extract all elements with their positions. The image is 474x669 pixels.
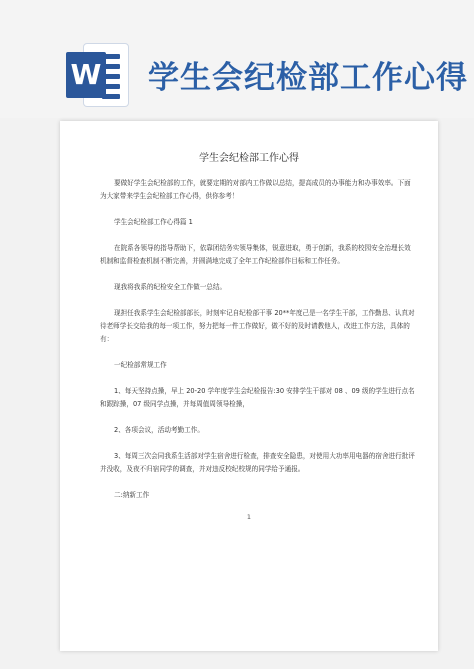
banner [0, 0, 474, 118]
word-document-icon [66, 44, 132, 106]
list-item: 2、各项会议，活动考勤工作。 [114, 426, 204, 434]
banner-title: 学生会纪检部工作心得 [148, 60, 468, 96]
list-item: 3、每周三次会同我系生活部对学生宿舍进行检查，排查安全隐患，对使用大功率用电器的宿舍进行批评并没收，及夜不归宿同学的调查，并对违反校纪校规的同学给予通报。 [100, 452, 415, 473]
subheading: 二:纳新工作 [114, 491, 150, 499]
document-title: 学生会纪检部工作心得 [199, 153, 299, 164]
page-number: 1 [246, 513, 252, 521]
paragraph: 在院系各领导的指导帮助下，依靠团结务实领导集体，锐意进取，勇于创新，我系的校园安全治理长效机制和监督检查机制不断完善，并圆满地完成了全年工作纪检部作目标和工作任务。 [100, 244, 411, 265]
paragraph-intro: 要做好学生会纪检部的工作，就要定期的对部内工作做以总结，提高成员的办事能力和办事效率。下面为大家带来学生会纪检部工作心得，供你参考！ [100, 179, 411, 200]
subheading: 一纪检部常规工作 [114, 361, 167, 369]
paragraph: 现担任我系学生会纪检部部长，时刻牢记自纪检部干事 20**年度己是一名学生干部，工作勤恳、认真对待老师学长交给我的每一项工作，努力把每一件工作做好，做不好的及时请教他人，改进工作方法，具体的有： [100, 309, 415, 343]
document-page [60, 121, 438, 651]
list-item: 1、每天坚持点操，早上 20-20 学年度学生会纪检报告:30 安排学生干部对 08 、09 级的学生进行点名和跟踪操，07 级同学点操，并每周值周领导检操， [100, 387, 415, 408]
word-logo-letter: W [66, 52, 106, 98]
paragraph: 现我将我系的纪检安全工作做一总结。 [114, 283, 227, 291]
section-heading: 学生会纪检部工作心得篇 1 [114, 218, 193, 226]
